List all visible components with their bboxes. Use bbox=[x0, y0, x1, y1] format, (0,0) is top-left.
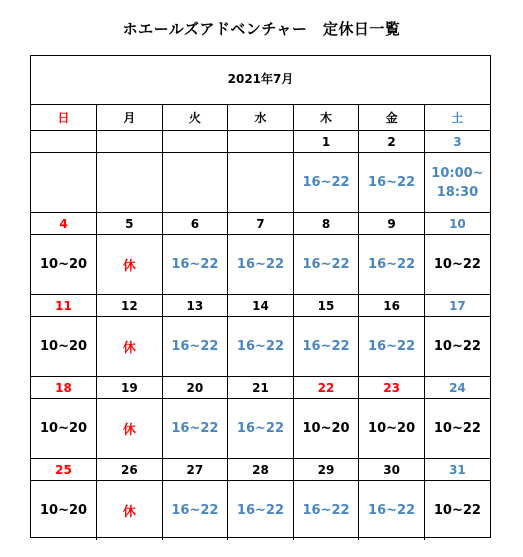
date-cell: 1 bbox=[293, 131, 359, 153]
hours-row bbox=[31, 399, 490, 459]
closed-day-cell bbox=[97, 399, 163, 459]
hours-cell bbox=[228, 399, 294, 459]
hours-cell bbox=[162, 153, 228, 213]
weekday-header: 金 bbox=[359, 105, 425, 131]
hours-text: 16~22 bbox=[236, 339, 284, 354]
hours-text: 10~22 bbox=[433, 503, 481, 518]
closed-day-cell bbox=[97, 481, 163, 541]
date-cell: 13 bbox=[162, 295, 228, 317]
date-cell: 23 bbox=[359, 377, 425, 399]
closed-day-cell bbox=[97, 317, 163, 377]
hours-cell bbox=[162, 399, 228, 459]
hours-text: 10~20 bbox=[39, 421, 88, 436]
date-cell: 17 bbox=[424, 295, 490, 317]
hours-row bbox=[31, 317, 490, 377]
hours-text: 休 bbox=[122, 259, 136, 274]
hours-cell bbox=[31, 317, 97, 377]
hours-text: 10~22 bbox=[433, 421, 481, 436]
hours-text: 10~20 bbox=[368, 421, 416, 436]
hours-cell bbox=[97, 153, 163, 213]
hours-text: 10~20 bbox=[39, 503, 88, 518]
hours-text: 16~22 bbox=[171, 421, 219, 436]
date-row bbox=[31, 131, 490, 153]
date-cell: 14 bbox=[228, 295, 294, 317]
date-cell: 22 bbox=[293, 377, 359, 399]
hours-text: 10~20 bbox=[39, 257, 88, 272]
hours-row bbox=[31, 153, 490, 213]
hours-text: 10~20 bbox=[302, 421, 350, 436]
hours-cell bbox=[31, 235, 97, 295]
hours-cell bbox=[293, 153, 359, 213]
date-cell: 8 bbox=[293, 213, 359, 235]
date-cell: 31 bbox=[424, 459, 490, 481]
hours-cell bbox=[359, 153, 425, 213]
hours-text: 休 bbox=[122, 505, 136, 520]
hours-row bbox=[31, 481, 490, 541]
date-cell: 27 bbox=[162, 459, 228, 481]
hours-cell bbox=[228, 235, 294, 295]
date-cell bbox=[97, 131, 163, 153]
hours-cell bbox=[293, 235, 359, 295]
hours-text: 16~22 bbox=[368, 257, 416, 272]
date-row bbox=[31, 459, 490, 481]
page-title: ホエールズアドベンチャー 定休日一覧 bbox=[122, 20, 401, 38]
hours-cell bbox=[359, 481, 425, 541]
date-cell: 26 bbox=[97, 459, 163, 481]
date-row bbox=[31, 213, 490, 235]
calendar-sheet bbox=[30, 55, 491, 538]
hours-cell bbox=[31, 153, 97, 213]
hours-text: 10~22 bbox=[433, 339, 481, 354]
hours-text: 休 bbox=[122, 423, 136, 438]
date-cell: 24 bbox=[424, 377, 490, 399]
hours-cell bbox=[424, 399, 490, 459]
date-cell: 12 bbox=[97, 295, 163, 317]
hours-text: 16~22 bbox=[236, 421, 284, 436]
date-cell bbox=[228, 131, 294, 153]
hours-cell bbox=[162, 235, 228, 295]
date-cell: 29 bbox=[293, 459, 359, 481]
hours-text: 16~22 bbox=[171, 257, 219, 272]
date-cell: 4 bbox=[31, 213, 97, 235]
closed-day-cell bbox=[97, 235, 163, 295]
weekday-header: 水 bbox=[228, 105, 294, 131]
hours-text: 16~22 bbox=[236, 257, 284, 272]
date-row bbox=[31, 377, 490, 399]
date-cell: 2 bbox=[359, 131, 425, 153]
date-cell: 21 bbox=[228, 377, 294, 399]
hours-text: 16~22 bbox=[368, 503, 416, 518]
hours-text: 16~22 bbox=[368, 339, 416, 354]
hours-text: 休 bbox=[122, 341, 136, 356]
hours-cell bbox=[162, 481, 228, 541]
hours-text: 16~22 bbox=[302, 503, 350, 518]
date-cell: 6 bbox=[162, 213, 228, 235]
hours-cell bbox=[359, 235, 425, 295]
hours-cell bbox=[424, 235, 490, 295]
hours-cell bbox=[228, 481, 294, 541]
hours-cell bbox=[424, 481, 490, 541]
date-cell: 28 bbox=[228, 459, 294, 481]
hours-text: 16~22 bbox=[302, 175, 350, 190]
month-label: 2021年7月 bbox=[31, 56, 490, 105]
hours-text: 16~22 bbox=[171, 339, 219, 354]
hours-cell bbox=[162, 317, 228, 377]
date-cell bbox=[162, 131, 228, 153]
hours-text: 16~22 bbox=[236, 503, 284, 518]
date-cell: 20 bbox=[162, 377, 228, 399]
date-cell: 11 bbox=[31, 295, 97, 317]
hours-cell bbox=[359, 317, 425, 377]
hours-cell bbox=[359, 399, 425, 459]
date-cell: 10 bbox=[424, 213, 490, 235]
date-cell: 25 bbox=[31, 459, 97, 481]
hours-cell bbox=[293, 317, 359, 377]
hours-text-line2: 18:30 bbox=[436, 184, 479, 200]
hours-cell bbox=[293, 399, 359, 459]
date-cell: 30 bbox=[359, 459, 425, 481]
hours-text: 10:00~ bbox=[431, 165, 484, 181]
date-cell: 16 bbox=[359, 295, 425, 317]
date-cell: 3 bbox=[424, 131, 490, 153]
hours-text: 10~20 bbox=[39, 339, 88, 354]
hours-text: 16~22 bbox=[302, 339, 350, 354]
date-cell: 18 bbox=[31, 377, 97, 399]
weekday-header: 土 bbox=[424, 105, 490, 131]
hours-text: 16~22 bbox=[368, 175, 416, 190]
date-row bbox=[31, 295, 490, 317]
date-cell: 15 bbox=[293, 295, 359, 317]
weekday-header: 月 bbox=[97, 105, 163, 131]
hours-text: 10~22 bbox=[433, 257, 481, 272]
hours-cell bbox=[31, 481, 97, 541]
hours-cell bbox=[424, 317, 490, 377]
weekday-header: 木 bbox=[293, 105, 359, 131]
hours-row bbox=[31, 235, 490, 295]
calendar-table bbox=[31, 105, 490, 540]
date-cell: 9 bbox=[359, 213, 425, 235]
hours-cell bbox=[228, 317, 294, 377]
date-cell: 19 bbox=[97, 377, 163, 399]
hours-cell bbox=[31, 399, 97, 459]
date-cell bbox=[31, 131, 97, 153]
hours-text: 16~22 bbox=[302, 257, 350, 272]
weekday-header: 日 bbox=[31, 105, 97, 131]
date-cell: 7 bbox=[228, 213, 294, 235]
hours-cell bbox=[228, 153, 294, 213]
date-cell: 5 bbox=[97, 213, 163, 235]
hours-cell bbox=[424, 153, 490, 213]
weekday-header: 火 bbox=[162, 105, 228, 131]
hours-text: 16~22 bbox=[171, 503, 219, 518]
hours-cell bbox=[293, 481, 359, 541]
weekday-header-row bbox=[31, 105, 490, 131]
